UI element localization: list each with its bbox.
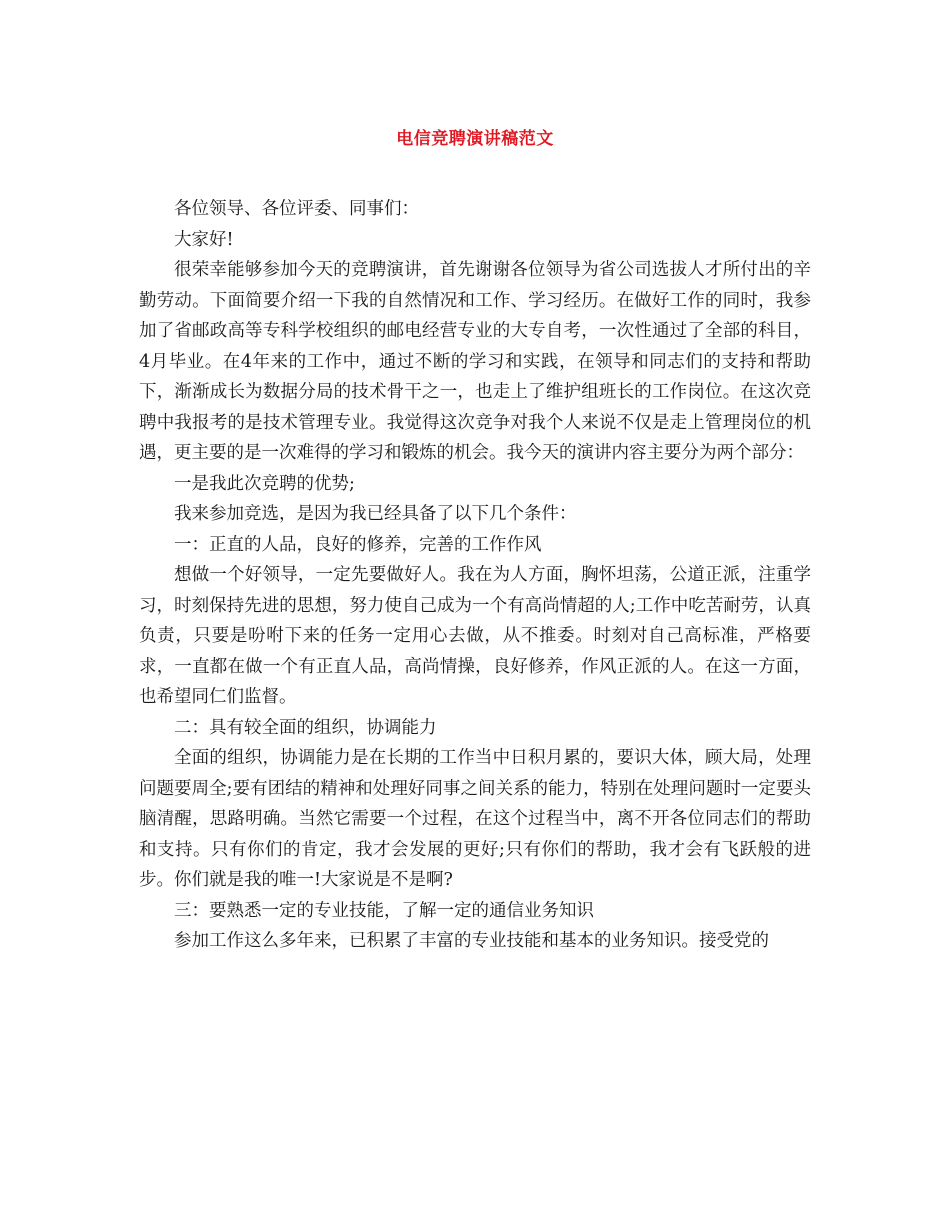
paragraph-point-one-body: 想做一个好领导，一定先要做好人。我在为人方面，胸怀坦荡，公道正派，注重学习，时刻保持先进的思想，努力使自己成为一个有高尚情超的人;工作中吃苦耐劳，认真负责，只要是吩咐下来的任务一定用心去做，从不推委。时刻对自己高标准，严格要求，一直都在做一个有正直人品，高尚情操，良好修养，作风正派的人。在这一方面，也希望同仁们监督。 <box>139 565 811 707</box>
paragraph-point-three-heading: 三：要熟悉一定的专业技能，了解一定的通信业务知识 <box>174 900 594 921</box>
paragraph-introduction: 很荣幸能够参加今天的竞聘演讲，首先谢谢各位领导为省公司选拔人才所付出的辛勤劳动。下面简要介绍一下我的自然情况和工作、学习经历。在做好工作的同时，我参加了省邮政高等专科学校组织的邮电经营专业的大专自考，一次性通过了全部的科目，4月毕业。在4年来的工作中，通过不断的学习和实践，在领导和同志们的支持和帮助下，渐渐成长为数据分局的技术骨干之一，也走上了维护组班长的工作岗位。在这次竞聘中我报考的是技术管理专业。我觉得这次竞争对我个人来说不仅是走上管理岗位的机遇，更主要的是一次难得的学习和锻炼的机会。我今天的演讲内容主要分为两个部分： <box>139 260 811 463</box>
paragraph-greeting: 大家好! <box>174 229 234 250</box>
document-title: 电信竞聘演讲稿范文 <box>396 129 554 149</box>
paragraph-conditions-intro: 我来参加竞选，是因为我已经具备了以下几个条件： <box>174 504 577 524</box>
paragraph-point-three-body: 参加工作这么多年来，已积累了丰富的专业技能和基本的业务知识。接受党的 <box>174 931 769 951</box>
paragraph-point-one-heading: 一：正直的人品，良好的修养，完善的工作作风 <box>174 534 542 555</box>
paragraph-part-one-heading: 一是我此次竞聘的优势; <box>174 473 355 494</box>
paragraph-salutation: 各位领导、各位评委、同事们： <box>174 199 419 219</box>
paragraph-point-two-heading: 二：具有较全面的组织，协调能力 <box>174 717 437 738</box>
document-body <box>139 194 811 957</box>
paragraph-point-two-body: 全面的组织，协调能力是在长期的工作当中日积月累的，要识大体，顾大局，处理问题要周全;要有团结的精神和处理好同事之间关系的能力，特别在处理问题时一定要头脑清醒，思路明确。当然它需要一个过程，在这个过程当中，离不开各位同志们的帮助和支持。只有你们的肯定，我才会发展的更好;只有你们的帮助，我才会有飞跃般的进步。你们就是我的唯一!大家说是不是啊? <box>139 748 811 890</box>
